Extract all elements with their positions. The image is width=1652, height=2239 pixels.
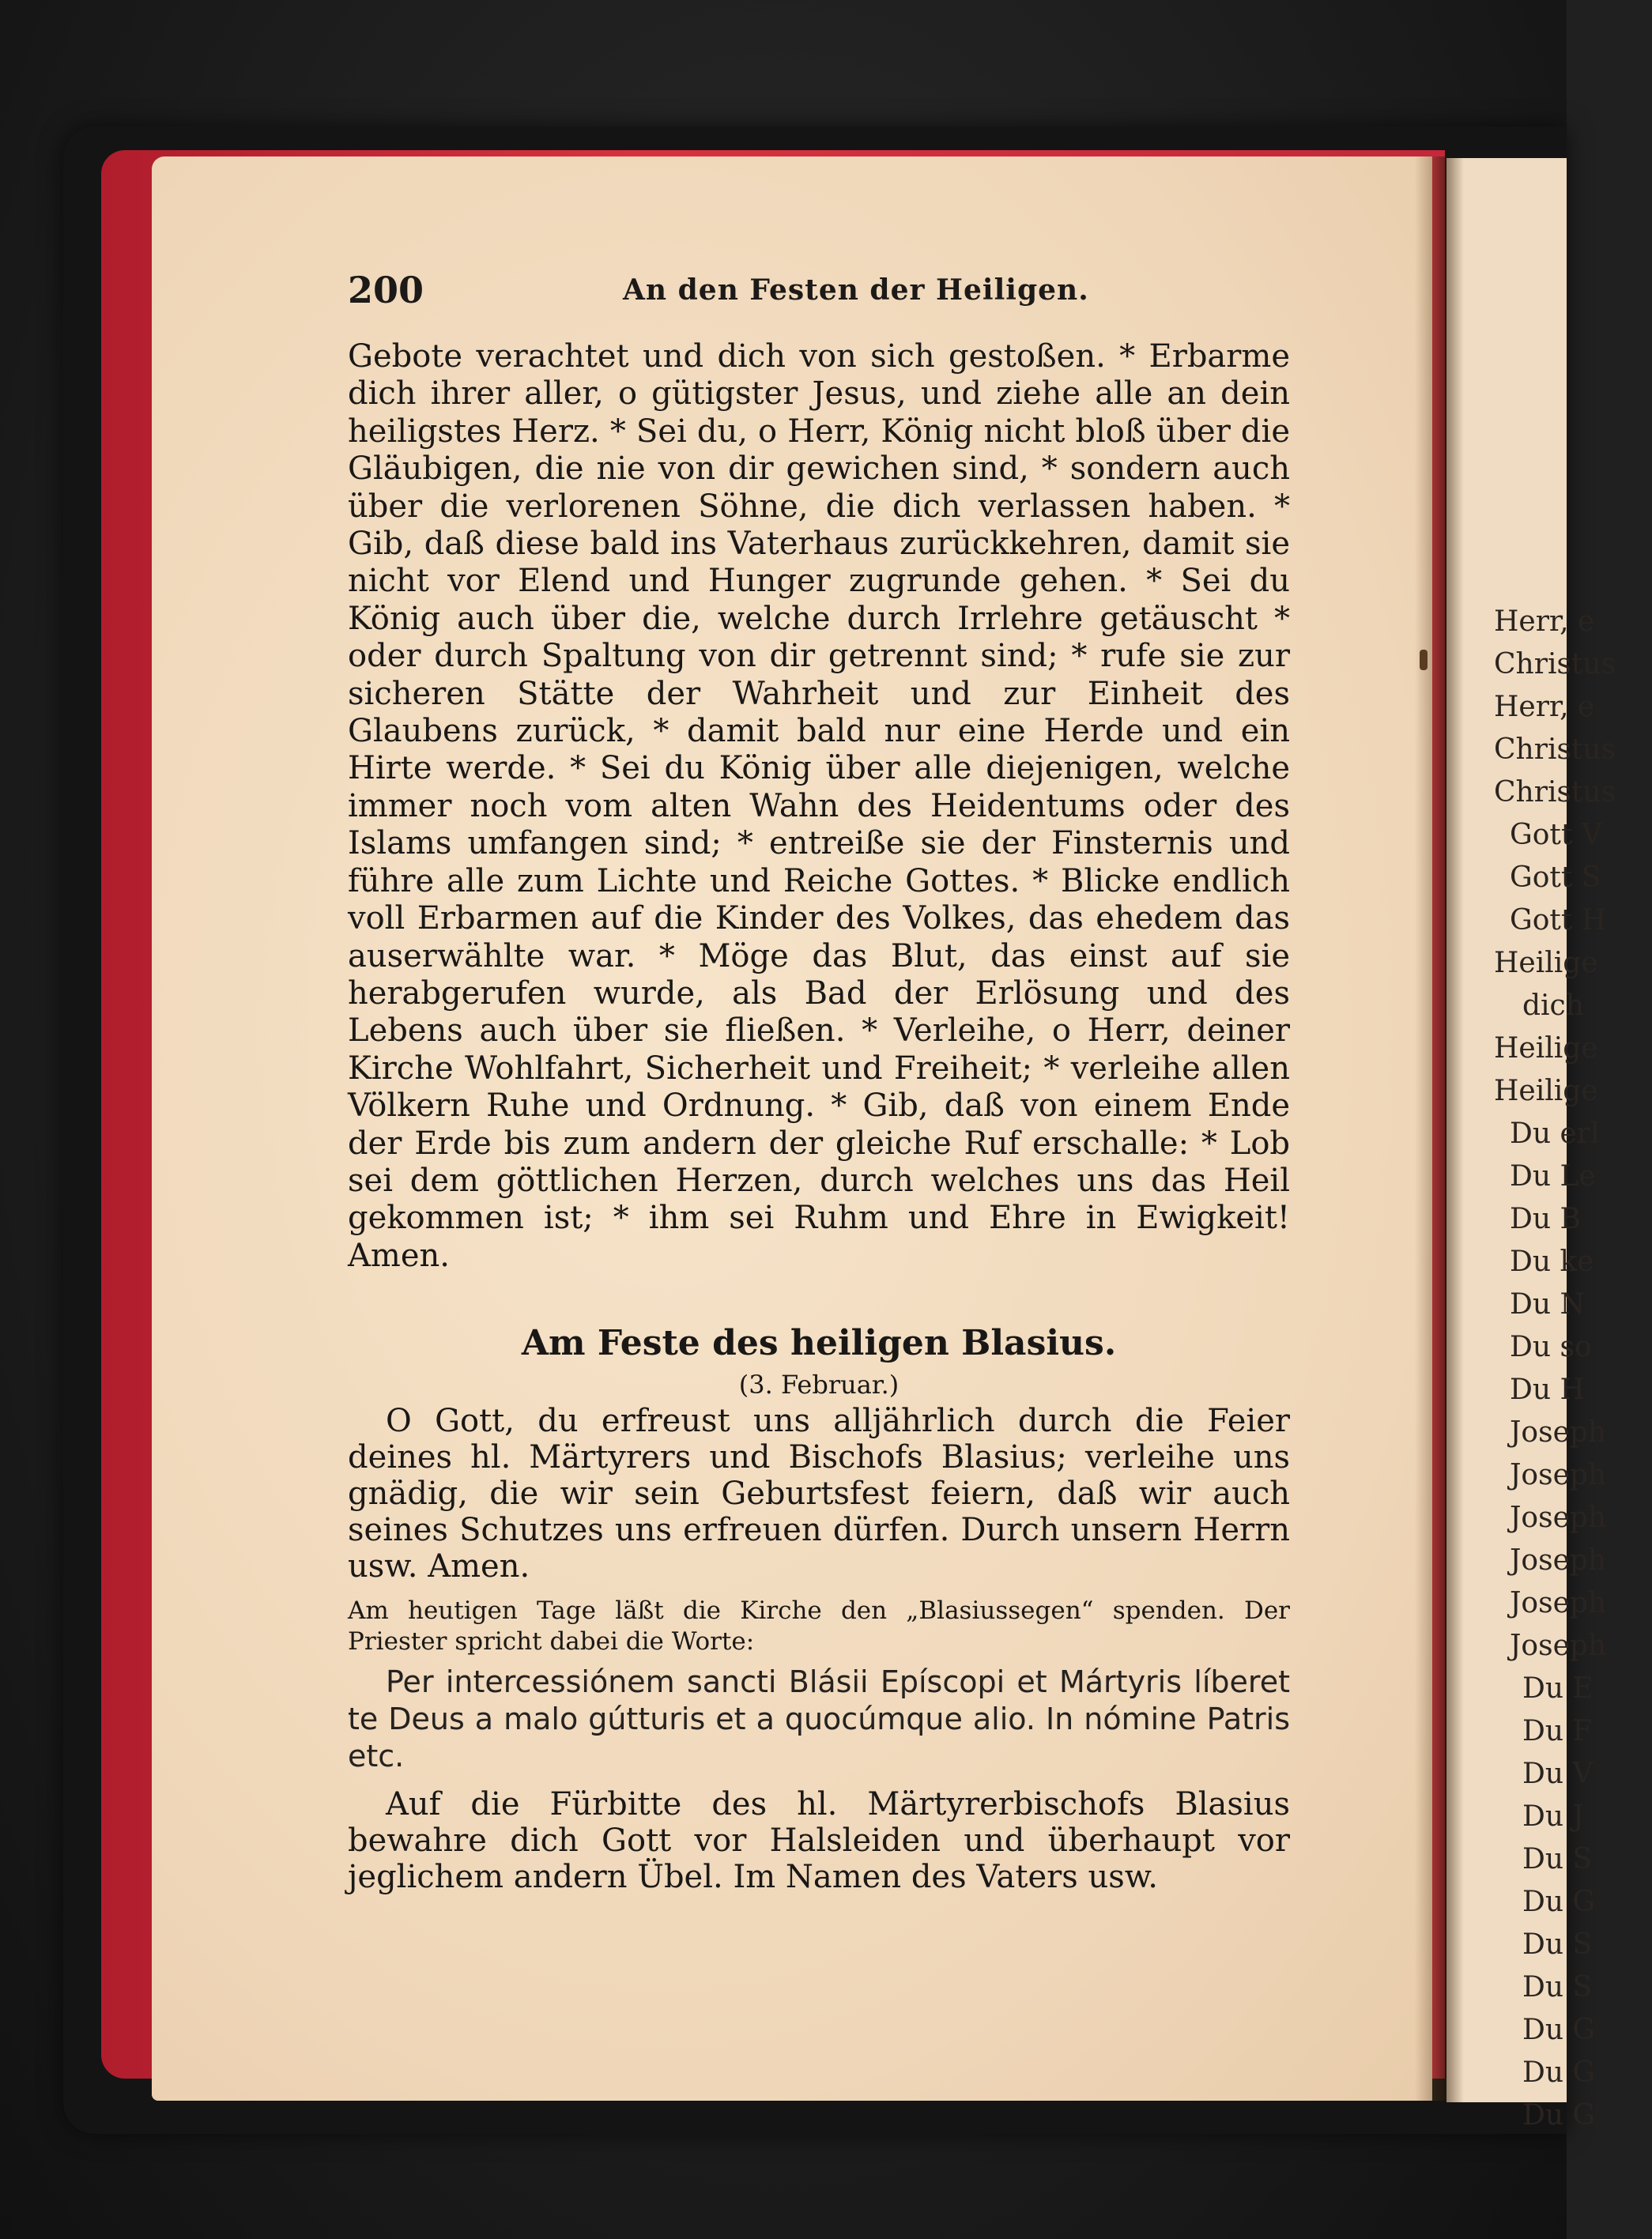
- facing-page: [1446, 158, 1616, 2132]
- german-blessing: Auf die Fürbitte des hl. Märtyrerbischofs Blasius bewahre dich Gott vor Halsleiden und überhaupt vor jeglichem andern Übel. Im Namen des Vaters usw.: [348, 1786, 1290, 1896]
- facing-line: Du V: [1522, 1758, 1594, 1790]
- facing-line: Joseph: [1510, 1544, 1607, 1577]
- facing-line: Du N: [1510, 1288, 1585, 1321]
- facing-line: Du S: [1522, 1971, 1593, 2003]
- facing-line: Herr, e: [1494, 691, 1595, 723]
- latin-blessing: Per intercessiónem sancti Blásii Epíscopi et Mártyris líberet te Deus a malo gútturis et a quocúmque alio. In nómine Patris etc.: [348, 1664, 1290, 1774]
- facing-page-lines: [1494, 601, 1652, 2137]
- gutter-mark: [1420, 650, 1428, 670]
- facing-line: Christus: [1494, 776, 1616, 809]
- facing-line: Christus: [1494, 648, 1616, 680]
- facing-line: Du S: [1522, 1843, 1593, 1875]
- facing-line: Du erl: [1510, 1118, 1600, 1150]
- facing-line: Herr, e: [1494, 605, 1595, 638]
- facing-line: Du G: [1522, 1886, 1596, 1918]
- facing-line: Du Le: [1510, 1160, 1596, 1193]
- facing-line: Du so: [1510, 1331, 1592, 1363]
- facing-line: Heilige: [1494, 1075, 1598, 1107]
- facing-line: Joseph: [1510, 1459, 1607, 1491]
- facing-line: Heilige: [1494, 1032, 1598, 1065]
- page-number: 200: [348, 269, 424, 311]
- facing-line: Joseph: [1510, 1502, 1607, 1534]
- page-text: [348, 338, 1290, 1895]
- running-title: An den Festen der Heiligen.: [623, 273, 1089, 307]
- facing-line: Joseph: [1510, 1630, 1607, 1662]
- running-head: [348, 269, 1336, 311]
- facing-line: Du E: [1522, 1672, 1594, 1705]
- facing-line: Du G: [1522, 2099, 1596, 2132]
- facing-line: Du G: [1522, 2014, 1596, 2046]
- facing-line: Gott H: [1510, 904, 1607, 937]
- facing-line: Du S: [1522, 1928, 1593, 1961]
- facing-line: Du F: [1522, 1715, 1593, 1747]
- facing-line: Gott S: [1510, 861, 1601, 894]
- rubric-note: Am heutigen Tage läßt die Kirche den „Blasiussegen“ spenden. Der Priester spricht dabei die Worte:: [348, 1596, 1290, 1657]
- facing-line: dich: [1522, 989, 1584, 1022]
- facing-line: Du G: [1522, 2056, 1596, 2089]
- facing-line: Gott V: [1510, 819, 1602, 851]
- facing-line: Heilige: [1494, 947, 1598, 979]
- section-heading: Am Feste des heiligen Blasius.: [521, 1323, 1117, 1364]
- facing-page-shadow: [1446, 158, 1464, 2102]
- section-date: (3. Februar.): [738, 1370, 900, 1400]
- book-gutter: [1415, 156, 1446, 2101]
- facing-line: Joseph: [1510, 1587, 1607, 1619]
- prayer-paragraph: O Gott, du erfreust uns alljährlich durch die Feier deines hl. Märtyrers und Bischofs Blasius; verleihe uns gnädig, die wir sein Geburtsfest feiern, daß wir auch seines Schutzes uns erfreuen dürfen. Durch unsern Herrn usw. Amen.: [348, 1403, 1290, 1585]
- facing-line: Joseph: [1510, 1416, 1607, 1449]
- facing-line: Du H: [1510, 1374, 1585, 1406]
- intro-paragraph: Gebote verachtet und dich von sich gestoßen. * Erbarme dich ihrer aller, o gütigster Jesus, und ziehe alle an dein heiligstes Herz. * Sei du, o Herr, König nicht bloß über die Gläubigen, die nie von dir gewichen sind, * sondern auch über die verlorenen Söhne, die dich verlassen haben. * Gib, daß diese bald ins Vaterhaus zurückkehren, damit sie nicht vor Elend und Hunger zugrunde gehen. * Sei du König auch über die, welche durch Irrlehre getäuscht * oder durch Spaltung von dir getrennt sind; * rufe sie zur sicheren Stätte der Wahrheit und zur Einheit des Glaubens zurück, * damit bald nur eine Herde und ein Hirte werde. * Sei du König über alle diejenigen, welche immer noch vom alten Wahn des Heidentums oder des Islams umfangen sind; * entreiße sie der Finsternis und führe alle zum Lichte und Reiche Gottes. * Blicke endlich voll Erbarmen auf die Kinder des Volkes, das ehedem das auserwählte war. * Möge das Blut, das einst auf sie herabgerufen wurde, als Bad der Erlösung und des Lebens auch über sie fließen. * Verleihe, o Herr, deiner Kirche Wohlfahrt, Sicherheit und Freiheit; * verleihe allen Völkern Ruhe und Ordnung. * Gib, daß von einem Ende der Erde bis zum andern der gleiche Ruf erschalle: * Lob sei dem göttlichen Herzen, durch welches uns das Heil gekommen ist; * ihm sei Ruhm und Ehre in Ewigkeit! Amen.: [348, 338, 1290, 1274]
- facing-line: Du ke: [1510, 1246, 1594, 1278]
- facing-line: Christus: [1494, 733, 1616, 766]
- facing-line: Du J: [1522, 1800, 1584, 1833]
- facing-line: Du B: [1510, 1203, 1581, 1235]
